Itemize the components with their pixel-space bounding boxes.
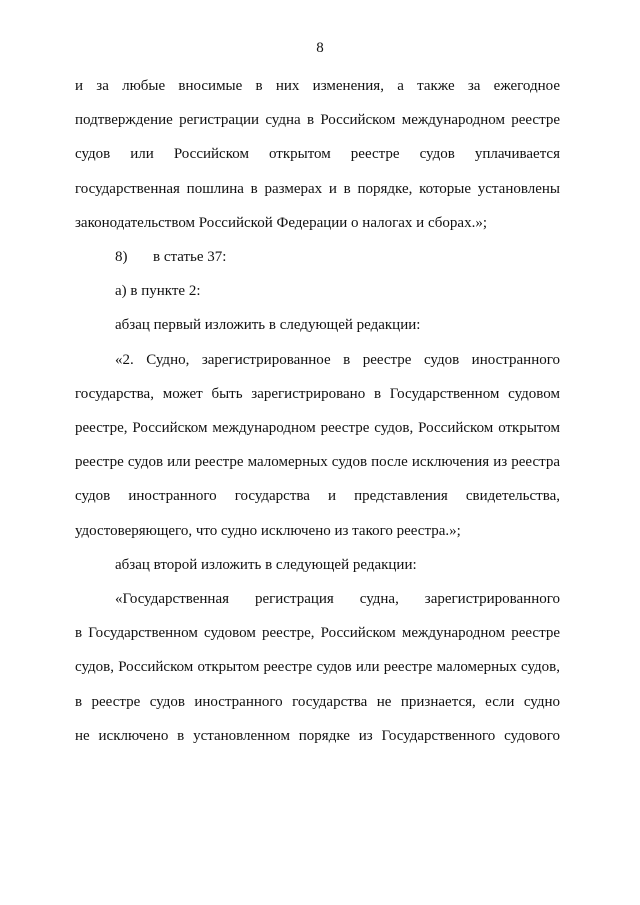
text-line: государства, может быть зарегистрировано в Государственном судовом xyxy=(75,385,560,402)
list-item xyxy=(75,240,560,274)
text-line: «2. Судно, зарегистрированное в реестре судов иностранного xyxy=(115,351,560,368)
text-line: и за любые вносимые в них изменения, а также за ежегодное xyxy=(75,78,560,94)
text-line: удостоверяющего, что судно исключено из такого реестра.»; xyxy=(75,522,461,539)
text-line: судов, Российском открытом реестре судов или реестре маломерных судов, xyxy=(75,659,560,676)
page-number: 8 xyxy=(316,40,324,56)
text-line: государственная пошлина в размерах и в порядке, которые установлены xyxy=(75,180,560,197)
text-line: подтверждение регистрации судна в Российском международном реестре xyxy=(75,112,560,129)
text-line: «Государственная регистрация судна, зарегистрированного xyxy=(115,591,560,608)
text-line: законодательством Российской Федерации о налогах и сборах.»; xyxy=(75,214,487,231)
text-line: в реестре судов иностранного государства не признается, если судно xyxy=(75,693,560,710)
text-line: абзац первый изложить в следующей редакции: xyxy=(115,317,421,334)
text-line: судов иностранного государства и представления свидетельства, xyxy=(75,488,560,505)
text-line: а) в пункте 2: xyxy=(115,283,201,300)
text-line: в Государственном судовом реестре, Российском международном реестре xyxy=(75,625,560,642)
text-line: не исключено в установленном порядке из Государственного судового xyxy=(75,727,560,744)
document-body xyxy=(75,69,560,753)
text-line: реестре, Российском международном реестре судов, Российском открытом xyxy=(75,420,560,437)
text-line: реестре судов или реестре маломерных судов после исключения из реестра xyxy=(75,454,560,471)
text-line: абзац второй изложить в следующей редакции: xyxy=(115,556,417,573)
text-line: судов или Российском открытом реестре судов уплачивается xyxy=(75,146,560,163)
item-number: 8) xyxy=(115,249,128,266)
item-text: в статье 37: xyxy=(153,249,227,266)
